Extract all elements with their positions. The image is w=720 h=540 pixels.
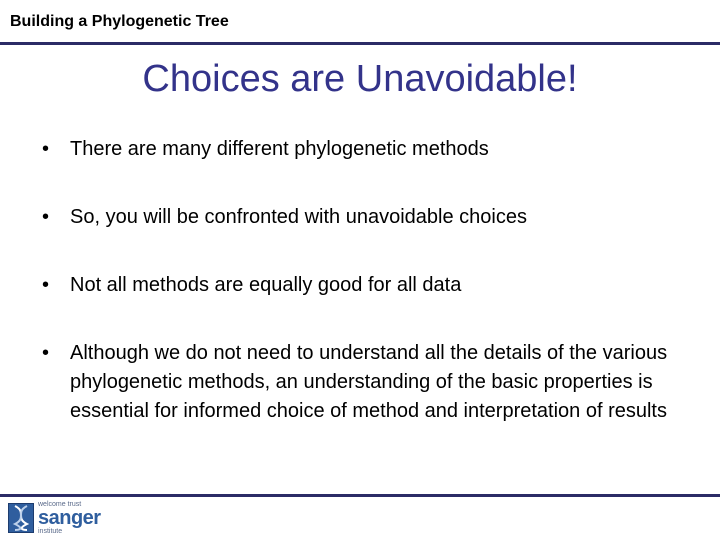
logo-name: sanger — [38, 507, 101, 529]
logo-line-top: welcome trust — [38, 501, 82, 508]
dna-helix-graphic — [12, 505, 30, 531]
slide-title: Choices are Unavoidable! — [142, 58, 578, 100]
header-title: Building a Phylogenetic Tree — [10, 13, 229, 30]
logo-text — [38, 501, 101, 535]
bullet-item — [42, 271, 682, 300]
top-divider — [0, 42, 720, 45]
logo-line-bottom: institute — [38, 528, 63, 535]
sanger-logo — [8, 502, 106, 534]
bullet-list — [42, 135, 682, 426]
bullet-text: Not all methods are equally good for all data — [70, 274, 462, 296]
bullet-text: There are many different phylogenetic methods — [70, 138, 489, 160]
bullet-item — [42, 203, 682, 232]
bullet-item — [42, 135, 682, 164]
bullet-dot: • — [42, 274, 50, 296]
bottom-divider — [0, 494, 720, 497]
bullet-text: So, you will be confronted with unavoidable choices — [70, 206, 527, 228]
bullet-text: Although we do not need to understand all the details of the various phylogenetic methods, an understanding of the basic properties is essential for informed choice of method and interpretation of results — [70, 342, 668, 422]
bullet-dot: • — [42, 138, 50, 160]
bullet-item — [42, 339, 682, 426]
bullet-dot: • — [42, 206, 50, 228]
dna-helix-icon — [8, 503, 34, 533]
bullet-dot: • — [42, 342, 50, 364]
